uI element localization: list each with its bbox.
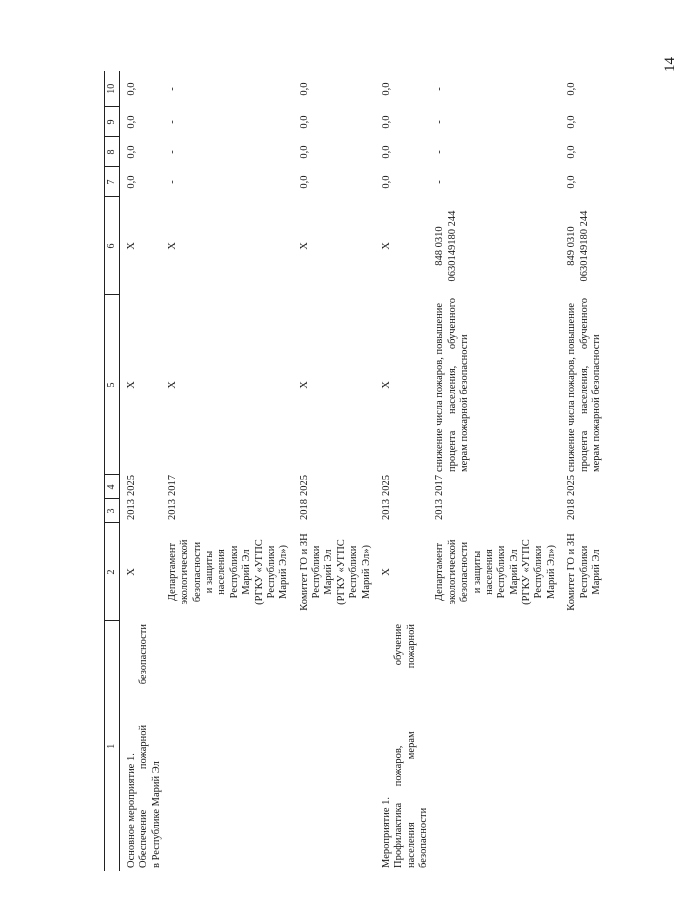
value-10: 0,0 xyxy=(380,82,392,96)
executor-cell: Департамент экологической безопасности и защиты населения Республики Марий Эл (РГКУ «УГПС Республики Марий Эл») xyxy=(434,539,557,605)
value-8: - xyxy=(166,150,178,154)
col-header-10: 10 xyxy=(105,71,120,107)
activity-name xyxy=(293,621,375,871)
value-9: 0,0 xyxy=(298,115,310,129)
table-row xyxy=(293,71,375,871)
value-10: - xyxy=(166,87,178,91)
end-year: 2025 xyxy=(380,475,392,496)
end-year: 2025 xyxy=(566,475,578,496)
value-8: - xyxy=(434,150,446,154)
result-cell: снижение числа пожаров, повышение процента населения, обученного мерам пожарной безопасности xyxy=(566,298,602,472)
value-9: 0,0 xyxy=(380,115,392,129)
value-7: 0,0 xyxy=(380,175,392,189)
col-header-8: 8 xyxy=(105,137,120,167)
end-year: 2017 xyxy=(434,475,446,496)
activity-name xyxy=(560,621,605,871)
activity-name: Мероприятие 1. Профилактика пожаров, обучение населения мерам пожарной безопасности xyxy=(380,624,430,868)
budget-code: Х xyxy=(166,242,178,250)
program-table xyxy=(104,71,605,871)
result-cell: Х xyxy=(166,381,178,389)
start-year: 2018 xyxy=(298,499,310,520)
activity-name xyxy=(432,621,560,871)
value-9: - xyxy=(166,120,178,124)
end-year: 2025 xyxy=(125,475,137,496)
value-9: 0,0 xyxy=(125,115,137,129)
page-number: 14 xyxy=(662,57,678,72)
value-10: - xyxy=(434,87,446,91)
value-10: 0,0 xyxy=(298,82,310,96)
end-year: 2025 xyxy=(298,475,310,496)
value-10: 0,0 xyxy=(566,82,578,96)
start-year: 2013 xyxy=(380,499,392,520)
value-9: 0,0 xyxy=(566,115,578,129)
executor-cell: Комитет ГО и ЗН Республики Марий Эл (РГКУ «УГПС Республики Марий Эл») xyxy=(298,533,372,611)
table-row xyxy=(375,71,433,871)
budget-code: Х xyxy=(125,242,137,250)
end-year: 2017 xyxy=(166,475,178,496)
activity-line-wrap: Профилактика пожаров, обучение xyxy=(393,624,405,868)
activity-name xyxy=(165,621,293,871)
rotated-page xyxy=(0,64,640,899)
table-row xyxy=(165,71,293,871)
start-year: 2013 xyxy=(434,499,446,520)
result-cell: Х xyxy=(125,381,137,389)
col-header-4: 4 xyxy=(105,475,120,499)
col-header-3: 3 xyxy=(105,499,120,523)
start-year: 2013 xyxy=(125,499,137,520)
executor-cell: Департамент экологической безопасности и защиты населения Республики Марий Эл (РГКУ «УГПС Республики Марий Эл») xyxy=(166,539,290,605)
result-cell: Х xyxy=(298,381,310,389)
start-year: 2013 xyxy=(166,499,178,520)
value-7: 0,0 xyxy=(566,175,578,189)
col-header-9: 9 xyxy=(105,107,120,137)
table-row xyxy=(119,71,165,871)
col-header-2: 2 xyxy=(105,523,120,621)
value-10: 0,0 xyxy=(125,82,137,96)
result-cell: Х xyxy=(380,381,392,389)
budget-code: 849 0310 0630149180 244 xyxy=(566,210,590,282)
col-header-5: 5 xyxy=(105,295,120,475)
col-header-6: 6 xyxy=(105,197,120,295)
executor-cell: Х xyxy=(125,568,137,576)
activity-name: Основное мероприятие 1. Обеспечение пожарной безопасности в Республике Марий Эл xyxy=(125,624,162,868)
table-row xyxy=(432,71,560,871)
value-7: - xyxy=(434,180,446,184)
value-8: 0,0 xyxy=(125,145,137,159)
value-7: 0,0 xyxy=(298,175,310,189)
value-8: 0,0 xyxy=(380,145,392,159)
value-7: - xyxy=(166,180,178,184)
value-8: 0,0 xyxy=(566,145,578,159)
budget-code: 848 0310 0630149180 244 xyxy=(434,210,458,282)
budget-code: Х xyxy=(298,242,310,250)
value-7: 0,0 xyxy=(125,175,137,189)
header-row xyxy=(105,71,120,871)
start-year: 2018 xyxy=(566,499,578,520)
value-8: 0,0 xyxy=(298,145,310,159)
executor-cell: Х xyxy=(380,568,392,576)
value-9: - xyxy=(434,120,446,124)
table-row xyxy=(560,71,605,871)
result-cell: снижение числа пожаров, повышение процента населения, обученного мерам пожарной безопасности xyxy=(434,298,471,472)
executor-cell: Комитет ГО и ЗН Республики Марий Эл xyxy=(566,533,602,611)
budget-code: Х xyxy=(380,242,392,250)
col-header-1: 1 xyxy=(105,621,120,871)
col-header-7: 7 xyxy=(105,167,120,197)
